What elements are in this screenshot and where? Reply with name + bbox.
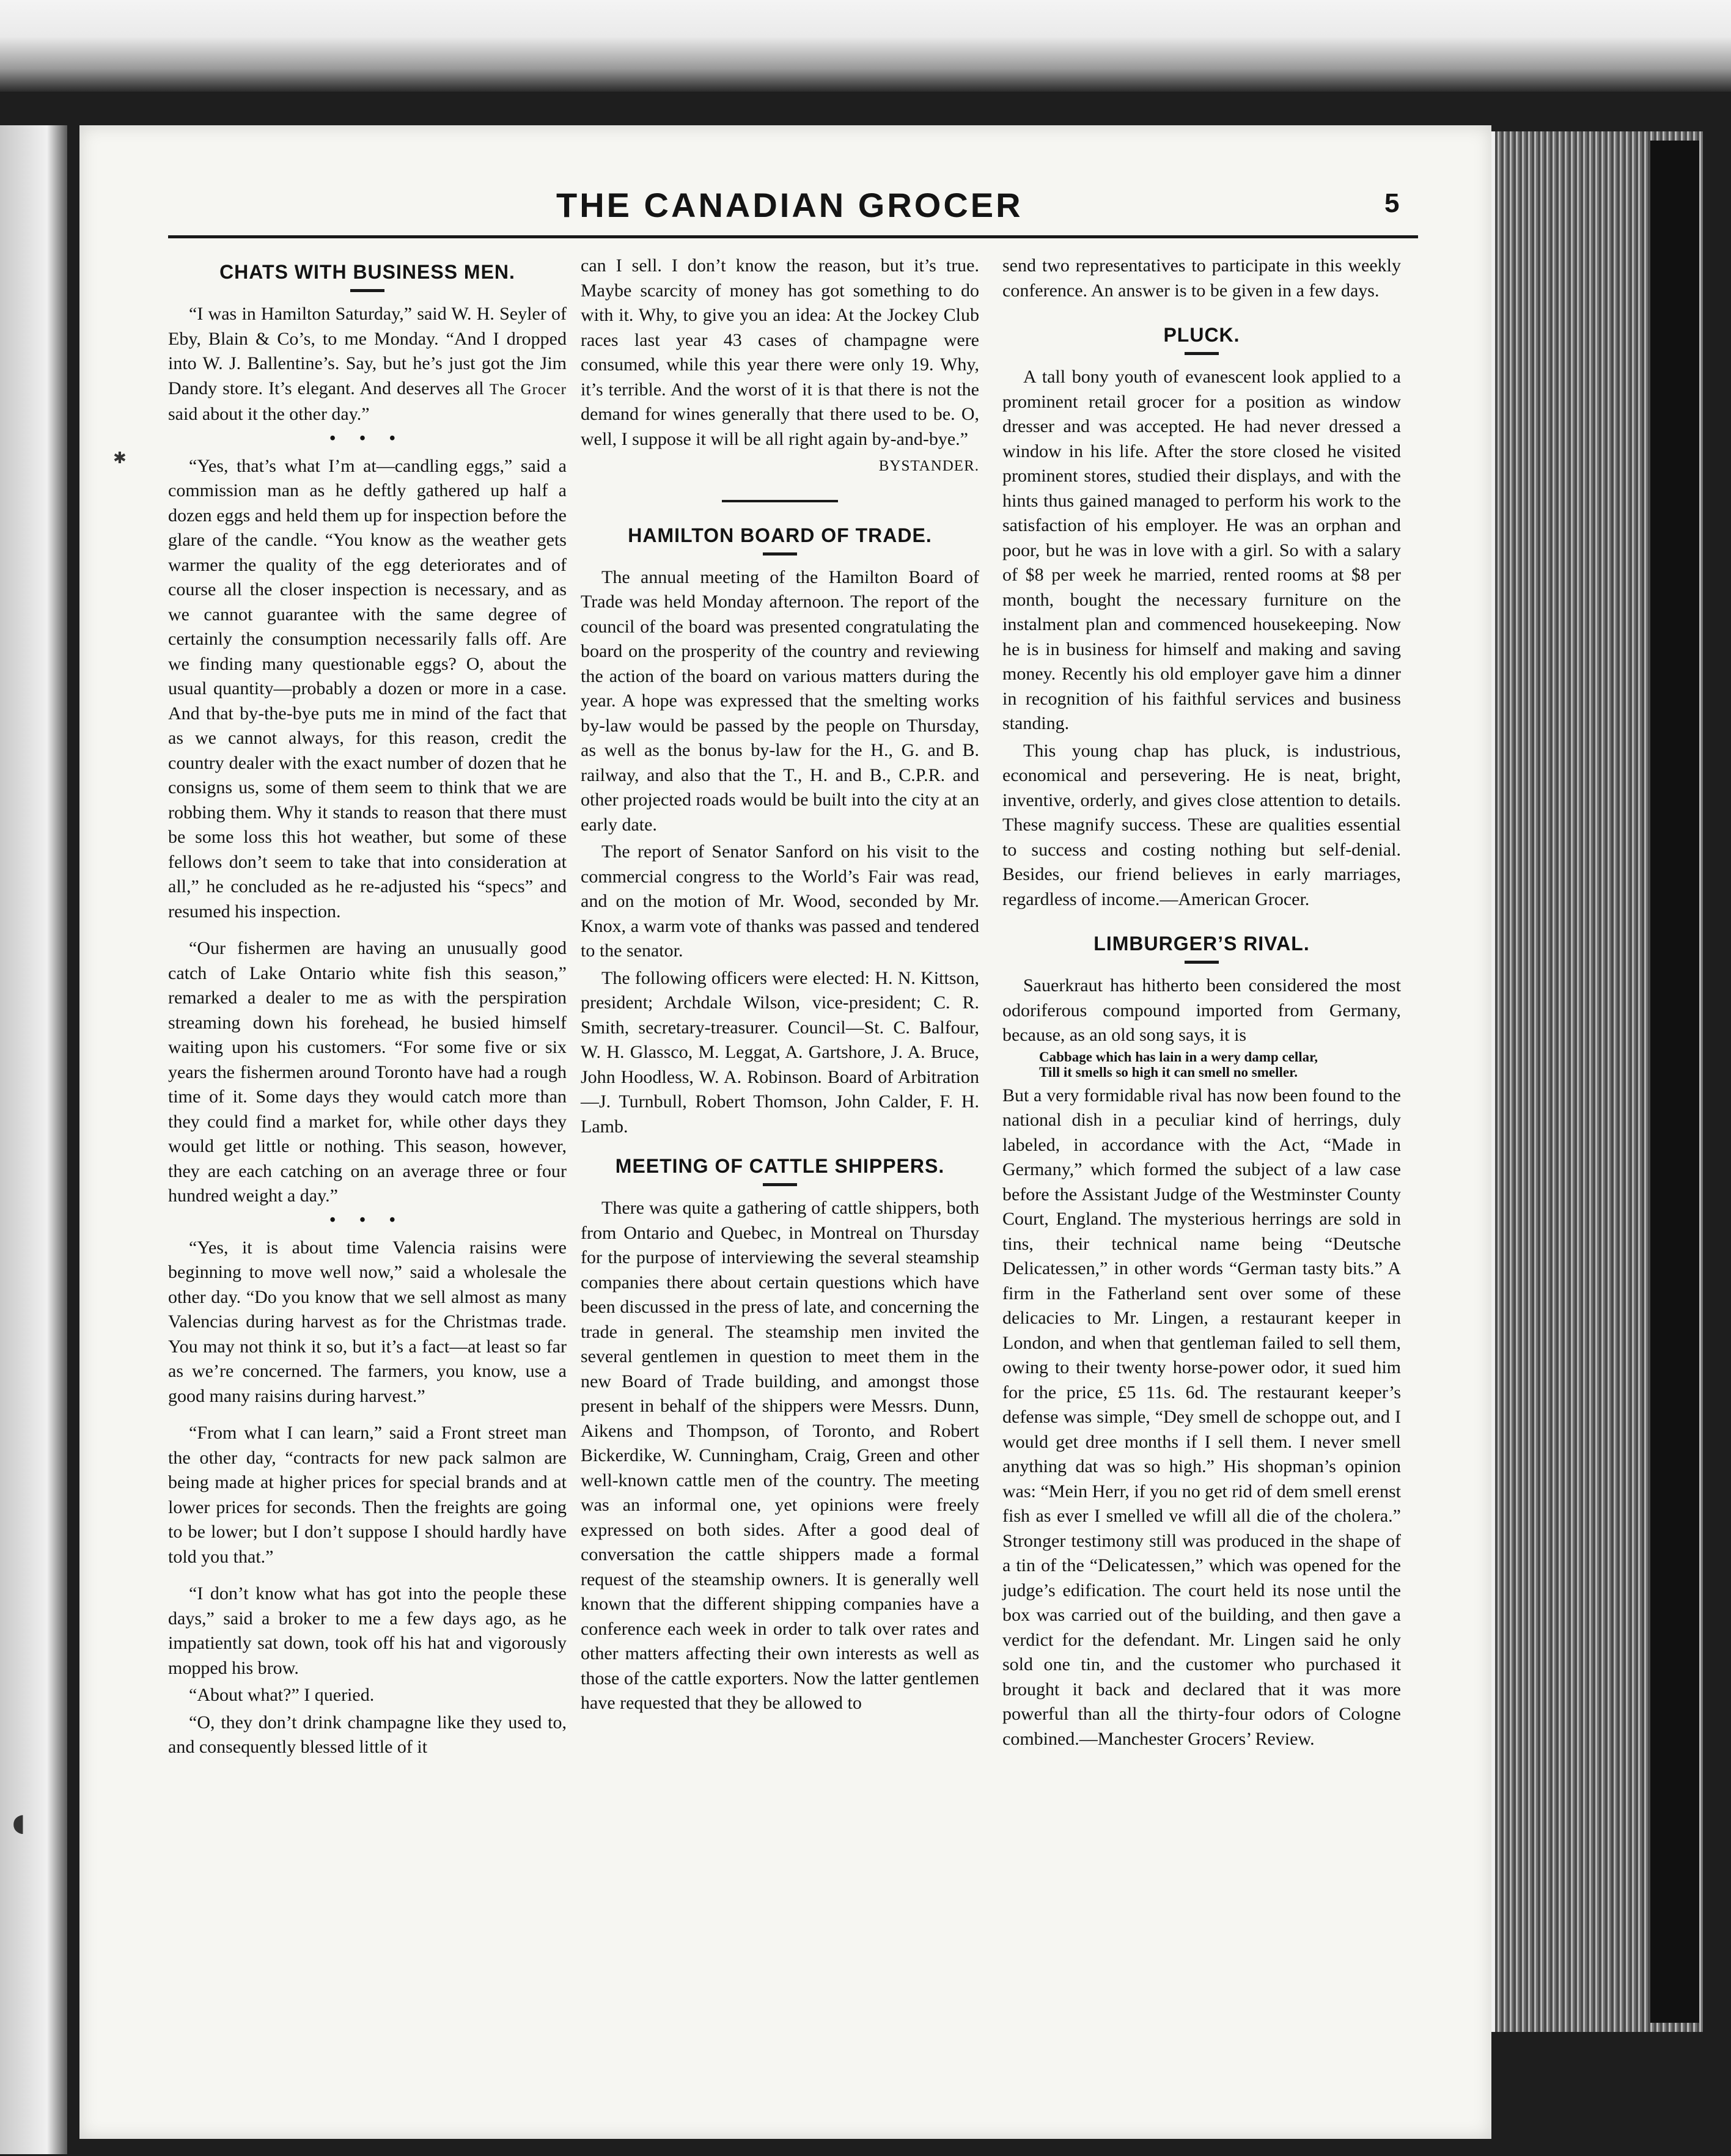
article-paragraph: can I sell. I don’t know the reason, but it’s true. Maybe scarcity of money has got something to do with it. Why, to give you an idea: At the Jockey Club races last year 43 cases of champagne were consumed, while this year there were only 19. Why, it’s terrible. And the worst of it is that there is not the demand for wines generally that there used to be. O, well, I suppose it will be all right again by-and-bye.”: [581, 255, 979, 449]
heading-rule: [763, 1183, 797, 1186]
article-heading: CHATS WITH BUSINESS MEN.: [219, 261, 515, 283]
heading-rule: [1185, 352, 1219, 355]
article-paragraph: “Yes, it is about time Valencia raisins were beginning to move well now,” said a wholesale the other day. “Do you know that we sell almost as many Valencias during harvest as for the Christmas trade. You may not think it so, but it’s a fact—at least so far as we’re concerned. The farmers, you know, use a good many raisins during harvest.”: [168, 1237, 567, 1406]
article-paragraph: “Yes, that’s what I’m at—candling eggs,” said a commission man as he deftly gathered up half a dozen eggs and held them up for inspection before the glare of the candle. “You know as the weather gets warmer the quality of the egg deteriorates and of course all the closer inspection is necessary, and as we cannot guarantee with the same degree of certainly the consumption necessarily falls off. Are we finding many questionable eggs? O, about the usual quantity—probably a dozen or more in a case. And that by-the-bye puts me in mind of the fact that as we cannot always, for this reason, credit the country dealer with the exact number of dozen that he consigns us, some of them seem to think that we are robbing them. Why it stands to reason that there must be some loss this hot weather, but some of these fellows don’t seem to take that into consideration at all,” he concluded as he re-adjusted his “specs” and resumed his inspection.: [168, 455, 567, 922]
page-number: 5: [1384, 188, 1400, 218]
article-paragraph: The report of Senator Sanford on his visit to the commercial congress to the World’s Fair was read, and on the motion of Mr. Wood, seconded by Mr. Knox, a warm vote of thanks was passed and tendered to the senator.: [581, 842, 979, 961]
publication-title: THE CANADIAN GROCER: [556, 186, 1023, 224]
article-paragraph: “I was in Hamilton Saturday,” said W. H. Seyler of Eby, Blain & Co’s, to me Monday. “And I dropped into W. J. Ballentine’s. Say, but he’s just got the Jim Dandy store. It’s elegant. And deserves all The Grocer said about it the other day.”: [168, 304, 567, 424]
heading-rule: [763, 552, 797, 556]
article-paragraph: The following officers were elected: H. N. Kittson, president; Archdale Wilson, vice-president; C. R. Smith, secretary-treasurer. Council—St. C. Balfour, W. H. Glassco, M. Leggat, A. Gartshore, J. A. Bruce, John Hoodless, W. A. Robinson. Board of Arbitration—J. Turnbull, Robert Thomson, John Calder, F. H. Lamb.: [581, 967, 979, 1137]
quoted-verse: [1002, 1049, 1401, 1080]
section-dots: • • •: [329, 428, 405, 448]
heading-rule: [350, 289, 384, 292]
article-paragraph: “I don’t know what has got into the people these days,” said a broker to me a few days ago, as he impatiently sat down, took off his hat and vigorously mopped his brow.: [168, 1583, 567, 1678]
article-paragraph: send two representatives to participate in this weekly conference. An answer is to be given in a few days.: [1002, 255, 1401, 301]
article-heading: MEETING OF CATTLE SHIPPERS.: [615, 1155, 945, 1177]
section-dots: • • •: [329, 1210, 405, 1230]
book-cover-edge: [1650, 141, 1699, 2023]
margin-mark: ✱: [113, 449, 127, 468]
verse-line: Till it smells so high it can smell no smeller.: [1039, 1064, 1298, 1080]
column-1: [168, 254, 567, 1762]
article-paragraph: “Our fishermen are having an unusually good catch of Lake Ontario white fish this season,” remarked a dealer to me as with the perspiration streaming down his forehead, he busied himself waiting upon his customers. “For some five or six years the fishermen around Toronto have had a rough time of it. Some days they would catch more than they could find a market for, while other days they would get little or nothing. This season, however, they are each catching on an average three or four hundred weight a day.”: [168, 938, 567, 1206]
article-paragraph: The annual meeting of the Hamilton Board of Trade was held Monday afternoon. The report of the council of the board was presented congratulating the board on the prosperity of the country and reviewing the action of the board on various matters during the year. A hope was expressed that the smelting works by-law would be passed by the people on Thursday, as well as the bonus by-law for the H., G. and B. railway, and also that the T., H. and B., C.P.R. and other projected roads would be built into the city at an early date.: [581, 566, 979, 835]
article-paragraph: A tall bony youth of evanescent look applied to a prominent retail grocer for a position as window dresser and was accepted. He had never dressed a window in his life. After the store closed he visited prominent stores, studied their displays, and with the hints thus gained managed to perform his work to the satisfaction of his employer. He was an orphan and poor, but he was in love with a girl. So with a salary of $8 per week he married, rented rooms at $8 per month, bought the necessary furniture on the instalment plan and commenced housekeeping. Now he is in business for himself and making and saving money. Recently his old employer gave him a dinner in recognition of his faithful services and business standing.: [1002, 367, 1401, 733]
article-paragraph: Sauerkraut has hitherto been considered the most odoriferous compound imported from Germany, because, as an old song says, it is: [1002, 975, 1401, 1045]
header-rule: [168, 235, 1418, 238]
article-paragraph: But a very formidable rival has now been found to the national dish in a peculiar kind of herrings, duly labeled, in accordance with the Act, “Made in Germany,” which formed the subject of a law case before the Assistant Judge of the Westminster County Court, England. The mysterious herrings are sold in tins, their technical name being “Deutsche Delicatessen,” in other words “German tasty bits.” A firm in the Fatherland sent over some of these delicacies to Mr. Lingen, a restaurant keeper in London, and when that gentleman failed to sell them, owing to their twenty horse-power odor, it sued him for the price, £5 11s. 6d. The restaurant keeper’s defense was simple, “Dey smell de schoppe out, and I would get dree months if I sell them. I never smell anything dat was so high.” His shopman’s opinion was: “Mein Herr, if you no get rid of dem smell erenst fish as ever I smelled ve wfill all die of the cholera.” Stronger testimony still was produced in the shape of a tin of the “Delicatessen,” which was opened for the judge’s edification. The court held its nose until the box was carried out of the building, and then gave a verdict for the defendant. Mr. Lingen said he only sold one tin, and the customer who purchased it brought it back and declared that it was more powerful than all the thirty-four odors of Cologne combined.—Manchester Grocers’ Review.: [1002, 1085, 1401, 1749]
scan-border-top: [0, 0, 1731, 92]
article-paragraph: This young chap has pluck, is industrious, economical and persevering. He is neat, bright, inventive, orderly, and gives close attention to details. These magnify success. These are qualities essential to success and costing nothing but self-denial. Besides, our friend believes in early marriages, regardless of income.—American Grocer.: [1002, 740, 1401, 909]
adjacent-page-edge: [0, 125, 67, 2154]
article-paragraph: “From what I can learn,” said a Front street man the other day, “contracts for new pack salmon are being made at higher prices for special brands and at lower prices for seconds. Then the freights are going to be lower; but I don’t suppose I should hardly have told you that.”: [168, 1423, 567, 1567]
article-paragraph: “About what?” I queried.: [189, 1685, 375, 1705]
article-signature: BYSTANDER.: [878, 458, 979, 474]
small-caps-text: The Grocer: [489, 381, 567, 398]
article-paragraph: There was quite a gathering of cattle shippers, both from Ontario and Quebec, in Montreal on Thursday for the purpose of interviewing the several steamship companies there about certain questions which have been discussed in the press of late, and concerning the trade in general. The steamship men invited the several gentlemen in question to meet them in the new Board of Trade building, and amongst those present in behalf of the shippers were Messrs. Dunn, Aikens and Thompson, of Toronto, and Robert Bickerdike, W. Cunningham, Craig, Green and other well-known cattle men of the country. The meeting was an informal one, yet opinions were freely expressed on both sides. After a good deal of conversation the cattle shippers made a formal request of the steamship owners. It is generally well known that the different shipping companies have a conference each week in order to talk over rates and other matters affecting their own interests as well as those of the cattle exporters. Now the latter gentlemen have requested that they be allowed to: [581, 1198, 979, 1713]
margin-mark: ◖: [12, 1809, 26, 1837]
article-paragraph: “O, they don’t drink champagne like they used to, and consequently blessed little of it: [168, 1712, 567, 1757]
article-separator: [722, 500, 838, 502]
column-3: [1002, 254, 1401, 1754]
article-heading: HAMILTON BOARD OF TRADE.: [628, 524, 932, 546]
verse-line: Cabbage which has lain in a wery damp cellar,: [1039, 1049, 1318, 1065]
page-header: [79, 185, 1491, 240]
heading-rule: [1185, 961, 1219, 964]
newspaper-page: [12, 125, 1491, 2139]
article-heading: LIMBURGER’S RIVAL.: [1093, 933, 1310, 955]
column-2: [581, 254, 979, 1718]
article-heading: PLUCK.: [1163, 324, 1240, 346]
